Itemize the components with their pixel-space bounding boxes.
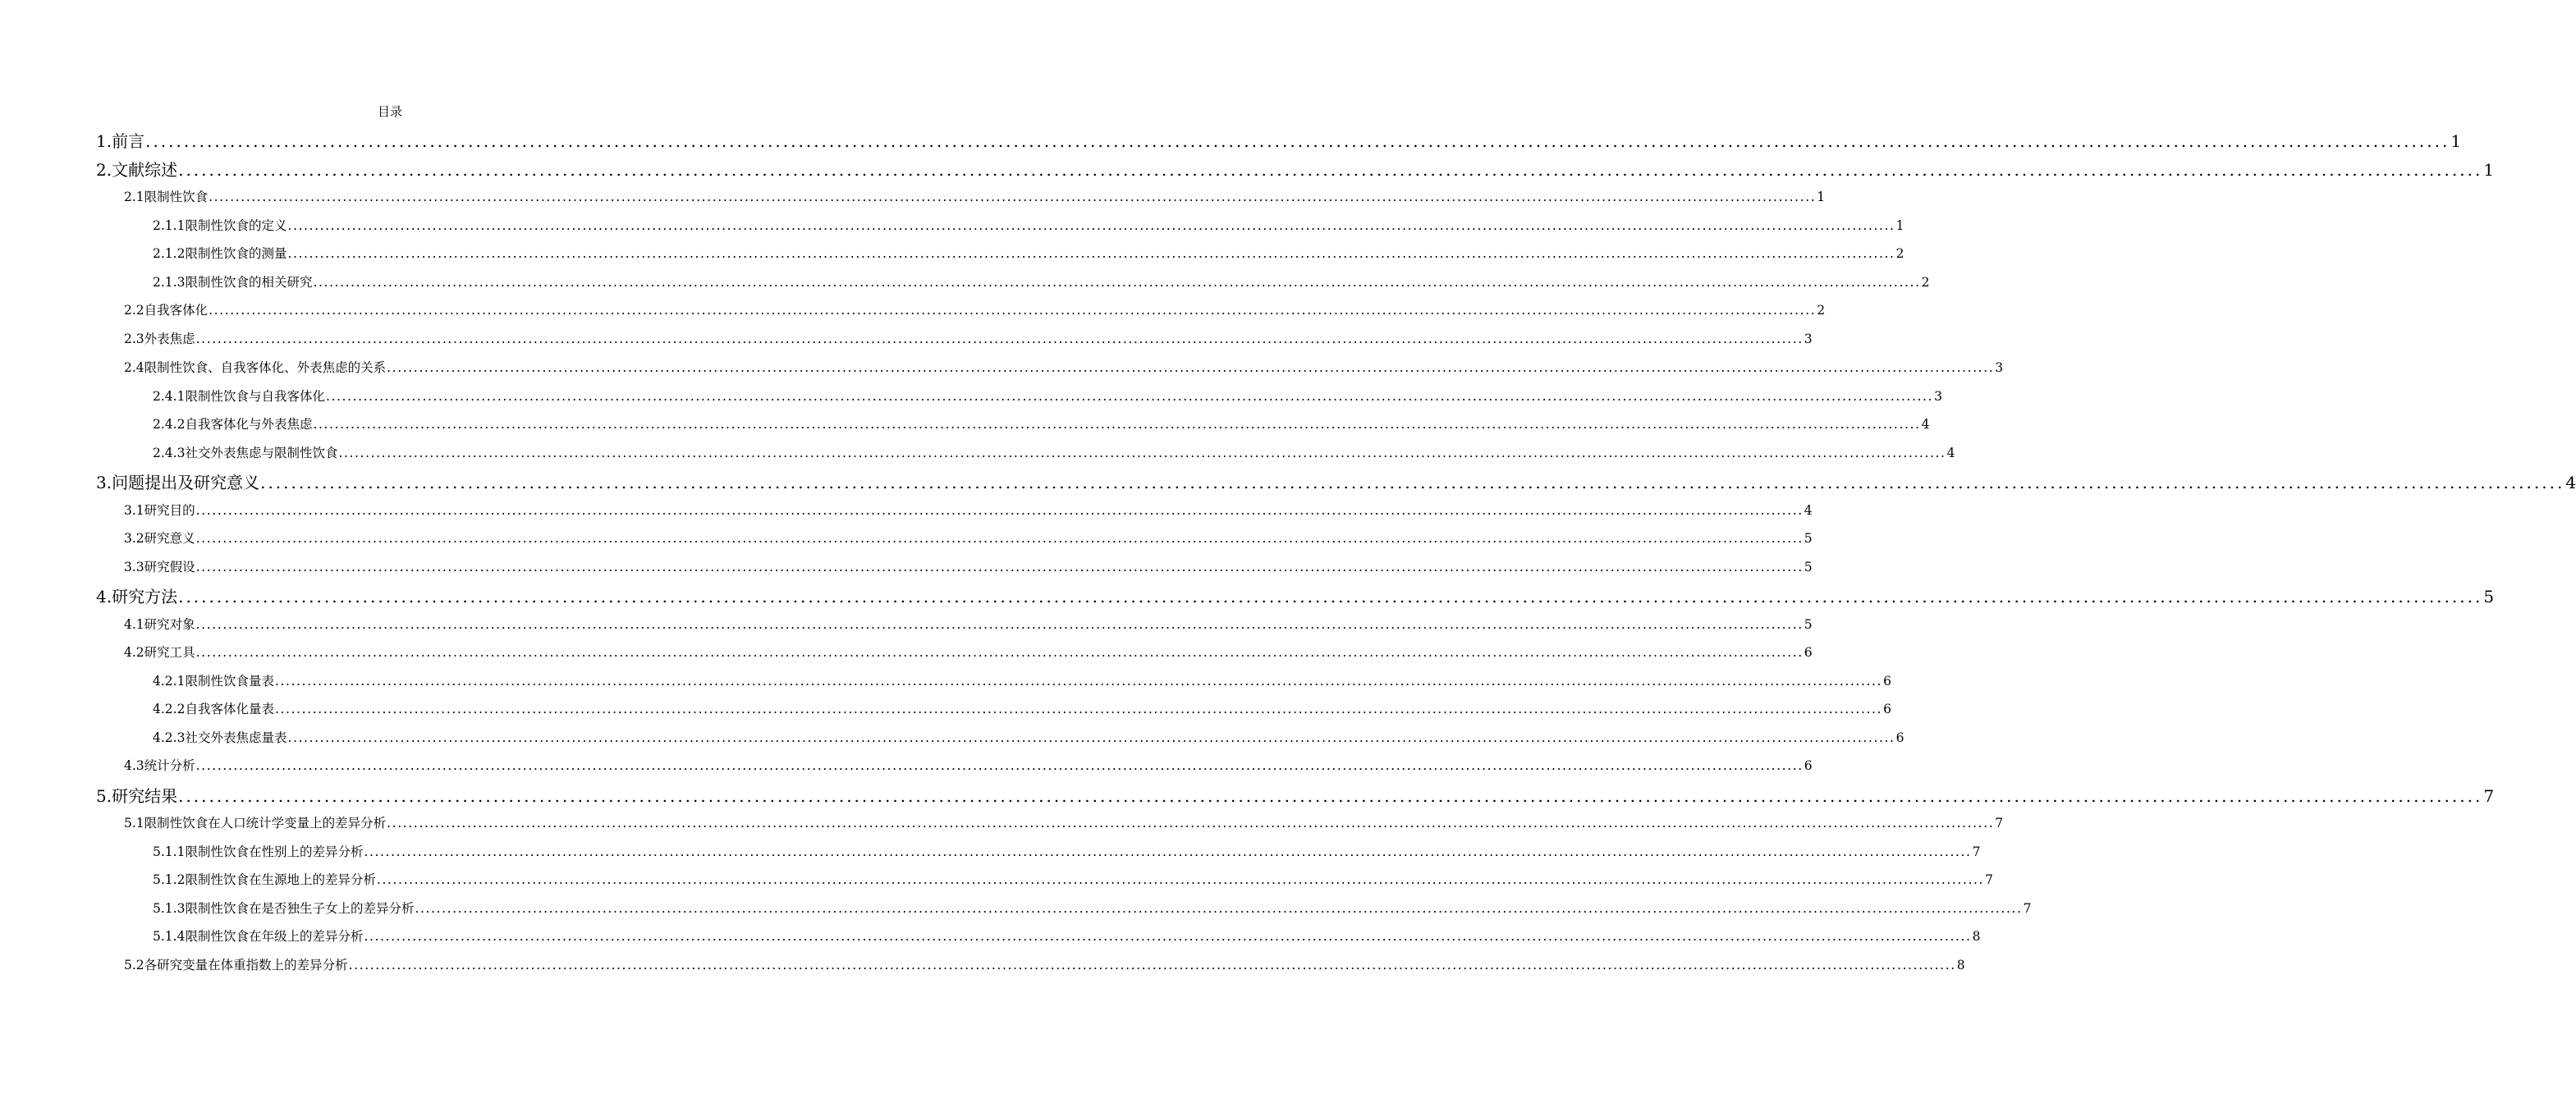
toc-entry-label: 3.问题提出及研究意义 [96, 473, 260, 492]
toc-leader-dots: ............................................................................................................................................................................................................................................................................................................ [195, 332, 1804, 346]
toc-page-number: 2 [1895, 246, 1904, 261]
toc-leader-dots: ............................................................................................................................................................................................................................................................................................................ [195, 645, 1804, 660]
toc-entry[interactable] [153, 700, 1891, 718]
toc-entry[interactable] [153, 444, 1955, 462]
toc-title: 目录 [377, 104, 402, 119]
toc-entry[interactable] [96, 785, 2495, 807]
toc-page-number: 1 [2483, 160, 2495, 180]
toc-page-number: 6 [1804, 758, 1813, 773]
toc-entry[interactable] [124, 643, 1813, 661]
toc-leader-dots: ............................................................................................................................................................................................................................................................................................................ [195, 531, 1804, 546]
toc-page-number: 7 [1985, 872, 1993, 887]
toc-entry-label: 5.1.3限制性饮食在是否独生子女上的差异分析 [153, 901, 415, 916]
toc-page-number: 3 [1995, 360, 2004, 375]
toc-entry[interactable] [153, 899, 2032, 918]
toc-page-number: 4 [1946, 446, 1955, 460]
toc-entry-label: 5.1.1限制性饮食在性别上的差异分析 [153, 844, 364, 859]
toc-entry[interactable] [153, 871, 1993, 889]
toc-entry-label: 4.2.2自我客体化量表 [153, 702, 274, 716]
toc-entry[interactable] [124, 956, 1965, 974]
toc-leader-dots: ............................................................................................................................................................................................................................................................................................................ [387, 360, 1995, 375]
toc-page-number: 1 [1817, 190, 1826, 204]
toc-entry[interactable] [124, 330, 1813, 348]
toc-leader-dots: ............................................................................................................................................................................................................................................................................................................ [348, 958, 1956, 973]
toc-entry[interactable] [153, 843, 1981, 861]
toc-page-number: 1 [1895, 218, 1904, 233]
toc-leader-dots: ............................................................................................................................................................................................................................................................................................................ [195, 560, 1804, 574]
toc-page-number: 5 [2483, 587, 2495, 606]
toc-page-number: 5 [1804, 560, 1813, 574]
toc-entry[interactable] [153, 387, 1942, 405]
toc-leader-dots: ............................................................................................................................................................................................................................................................................................................ [387, 816, 1995, 831]
toc-leader-dots: ............................................................................................................................................................................................................................................................................................................ [415, 901, 2023, 916]
toc-entry-label: 4.研究方法 [96, 587, 178, 606]
toc-page-number: 6 [1895, 730, 1904, 745]
toc-entry-label: 5.1.4限制性饮食在年级上的差异分析 [153, 929, 364, 944]
toc-page-number: 3 [1804, 332, 1813, 346]
toc-page-number: 6 [1883, 702, 1891, 716]
toc-entry[interactable] [96, 472, 2576, 493]
toc-entry[interactable] [153, 415, 1930, 433]
toc-page-number: 6 [1804, 645, 1813, 660]
toc-leader-dots: ............................................................................................................................................................................................................................................................................................................ [209, 303, 1817, 318]
toc-leader-dots: ............................................................................................................................................................................................................................................................................................................ [195, 503, 1804, 518]
toc-entry-label: 2.4.2自我客体化与外表焦虑 [153, 417, 313, 432]
toc-entry-label: 2.1.3限制性饮食的相关研究 [153, 275, 313, 290]
toc-entry-label: 4.2.3社交外表焦虑量表 [153, 730, 287, 745]
toc-page-number: 5 [1804, 617, 1813, 632]
toc-page-number: 7 [1995, 816, 2004, 831]
toc-entry[interactable] [124, 616, 1813, 634]
toc-entry-label: 2.4.3社交外表焦虑与限制性饮食 [153, 446, 338, 460]
toc-entry-label: 3.3研究假设 [124, 560, 195, 574]
toc-entry[interactable] [124, 501, 1813, 519]
toc-leader-dots: ............................................................................................................................................................................................................................................................................................................ [287, 246, 1895, 261]
toc-page-number: 1 [2450, 131, 2462, 151]
toc-entry[interactable] [153, 729, 1904, 747]
toc-entry-label: 2.1.1限制性饮食的定义 [153, 218, 287, 233]
toc-entry[interactable] [124, 558, 1813, 576]
toc-page-number: 8 [1956, 958, 1965, 973]
toc-entry-label: 2.1限制性饮食 [124, 190, 209, 204]
toc-page-number: 3 [1934, 389, 1942, 404]
toc-entry-label: 1.前言 [96, 131, 145, 151]
toc-page-number: 7 [1972, 844, 1981, 859]
toc-page-number: 2 [1817, 303, 1826, 318]
toc-leader-dots: ............................................................................................................................................................................................................................................................................................................ [178, 587, 2483, 606]
toc-entry-label: 2.3外表焦虑 [124, 332, 195, 346]
toc-leader-dots: ............................................................................................................................................................................................................................................................................................................ [274, 674, 1883, 689]
toc-entry-label: 4.1研究对象 [124, 617, 195, 632]
toc-entry-label: 4.2研究工具 [124, 645, 195, 660]
toc-entry[interactable] [153, 217, 1904, 235]
toc-page-number: 4 [2565, 473, 2576, 492]
toc-page-number: 7 [2483, 786, 2495, 806]
toc-leader-dots: ............................................................................................................................................................................................................................................................................................................ [260, 473, 2565, 492]
toc-entry-label: 2.4限制性饮食、自我客体化、外表焦虑的关系 [124, 360, 387, 375]
toc-page-number: 4 [1921, 417, 1930, 432]
toc-entry[interactable] [124, 301, 1826, 319]
toc-entry[interactable] [124, 188, 1826, 206]
toc-page-number: 5 [1804, 531, 1813, 546]
toc-entry[interactable] [96, 130, 2462, 152]
toc-entry-label: 5.1限制性饮食在人口统计学变量上的差异分析 [124, 816, 387, 831]
toc-leader-dots: ............................................................................................................................................................................................................................................................................................................ [209, 190, 1817, 204]
toc-entry[interactable] [153, 927, 1981, 945]
toc-entry-label: 3.2研究意义 [124, 531, 195, 546]
toc-page-number: 8 [1972, 929, 1981, 944]
toc-entry-label: 2.2自我客体化 [124, 303, 209, 318]
toc-page-number: 4 [1804, 503, 1813, 518]
toc-leader-dots: ............................................................................................................................................................................................................................................................................................................ [325, 389, 1934, 404]
toc-leader-dots: ............................................................................................................................................................................................................................................................................................................ [313, 275, 1921, 290]
toc-entry-label: 2.4.1限制性饮食与自我客体化 [153, 389, 325, 404]
toc-leader-dots: ............................................................................................................................................................................................................................................................................................................ [274, 702, 1883, 716]
toc-leader-dots: ............................................................................................................................................................................................................................................................................................................ [364, 929, 1972, 944]
toc-entry-label: 4.3统计分析 [124, 758, 195, 773]
toc-leader-dots: ............................................................................................................................................................................................................................................................................................................ [338, 446, 1946, 460]
toc-entry[interactable] [124, 359, 2004, 377]
toc-entry[interactable] [153, 245, 1904, 263]
toc-page-number: 7 [2023, 901, 2032, 916]
toc-entry[interactable] [124, 529, 1813, 547]
toc-page-number: 6 [1883, 674, 1891, 689]
toc-entry-label: 5.研究结果 [96, 786, 178, 806]
toc-entry[interactable] [124, 814, 2004, 832]
toc-leader-dots: ............................................................................................................................................................................................................................................................................................................ [364, 844, 1972, 859]
toc-leader-dots: ............................................................................................................................................................................................................................................................................................................ [376, 872, 1985, 887]
toc-leader-dots: ............................................................................................................................................................................................................................................................................................................ [145, 131, 2450, 151]
toc-entry-label: 5.2各研究变量在体重指数上的差异分析 [124, 958, 348, 973]
toc-leader-dots: ............................................................................................................................................................................................................................................................................................................ [313, 417, 1921, 432]
toc-entry[interactable] [96, 586, 2495, 607]
toc-page-number: 2 [1921, 275, 1930, 290]
toc-leader-dots: ............................................................................................................................................................................................................................................................................................................ [287, 730, 1895, 745]
toc-entry[interactable] [96, 159, 2495, 181]
toc-entry[interactable] [124, 757, 1813, 775]
toc-entry[interactable] [153, 273, 1930, 291]
toc-leader-dots: ............................................................................................................................................................................................................................................................................................................ [195, 617, 1804, 632]
toc-leader-dots: ............................................................................................................................................................................................................................................................................................................ [287, 218, 1895, 233]
toc-entry-label: 2.1.2限制性饮食的测量 [153, 246, 287, 261]
toc-entry[interactable] [153, 672, 1891, 690]
toc-leader-dots: ............................................................................................................................................................................................................................................................................................................ [178, 786, 2483, 806]
toc-entry-label: 5.1.2限制性饮食在生源地上的差异分析 [153, 872, 376, 887]
toc-entry-label: 3.1研究目的 [124, 503, 195, 518]
toc-entry-label: 2.文献综述 [96, 160, 178, 180]
toc-leader-dots: ............................................................................................................................................................................................................................................................................................................ [195, 758, 1804, 773]
toc-entry-label: 4.2.1限制性饮食量表 [153, 674, 274, 689]
toc-leader-dots: ............................................................................................................................................................................................................................................................................................................ [178, 160, 2483, 180]
